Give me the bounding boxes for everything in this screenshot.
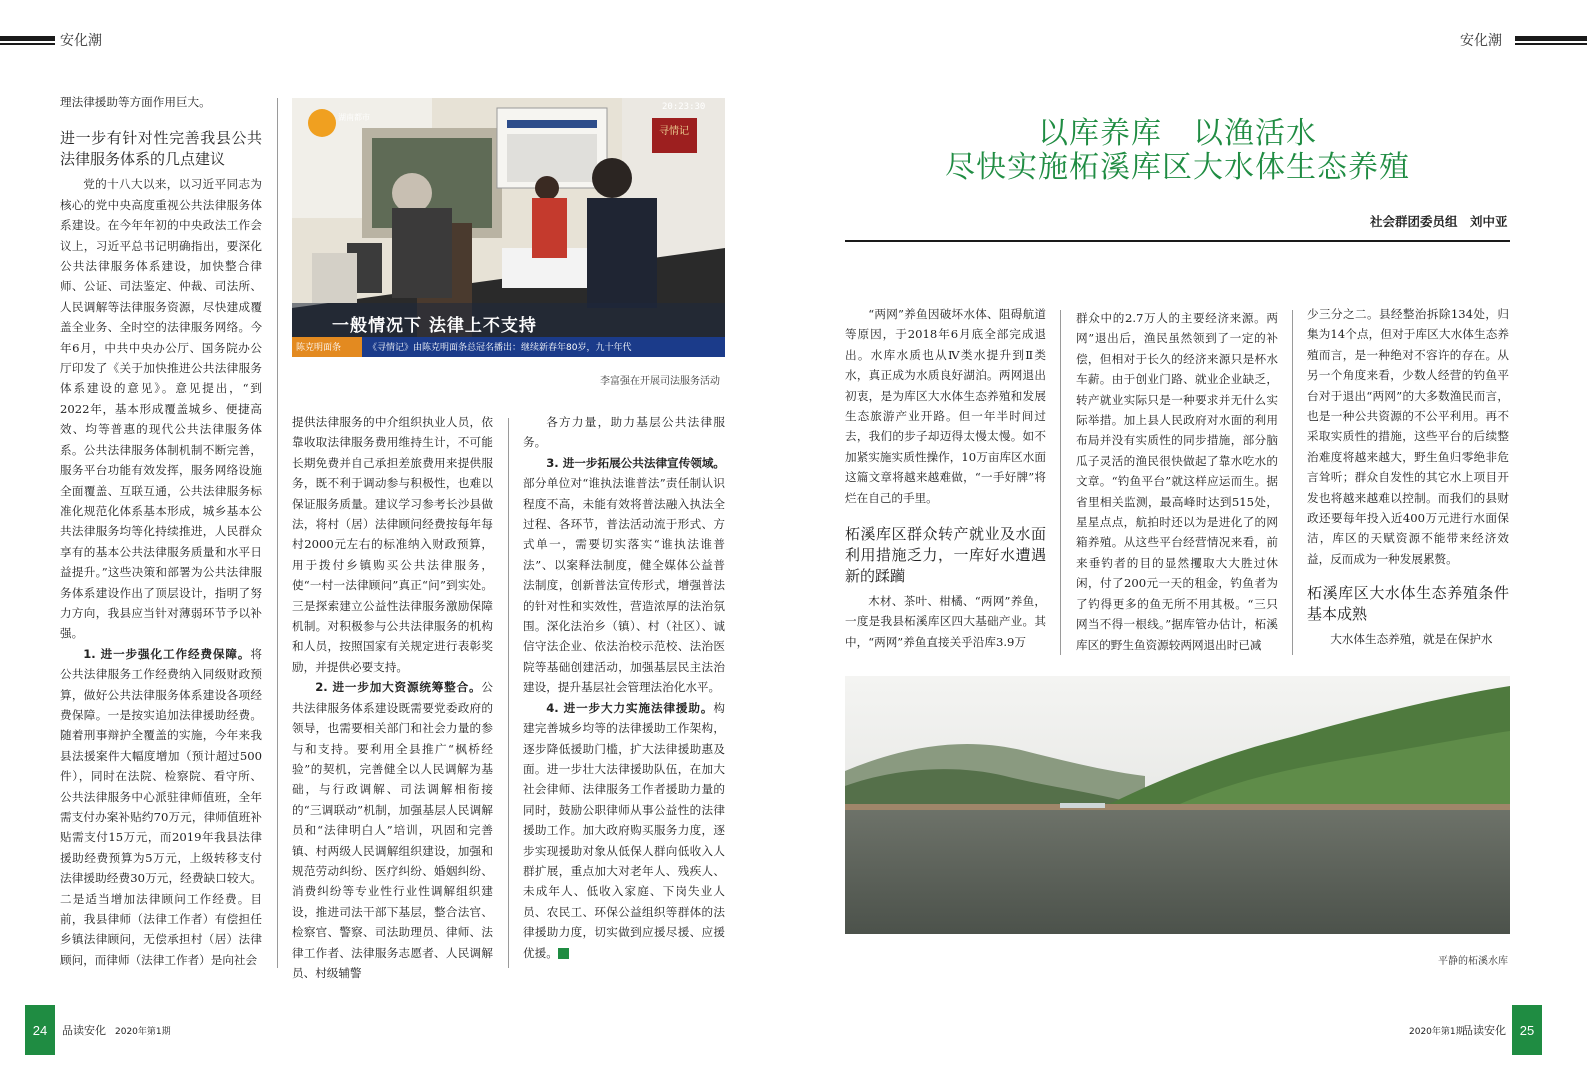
- subsection-title: 3. 进一步拓展公共法律宣传领域。: [546, 455, 726, 470]
- subsection-title: 1. 进一步强化工作经费保障。: [83, 646, 251, 661]
- issue-label-right: 2020年第1期: [1409, 1027, 1465, 1037]
- article-title-line1: 以库养库 以渔活水: [1038, 116, 1317, 151]
- article-title-line2: 尽快实施柘溪库区大水体生态养殖: [945, 150, 1410, 185]
- left-column-3: [523, 412, 725, 963]
- subsection-title: 2. 进一步加大资源统筹整合。: [315, 680, 482, 695]
- body-paragraph: 木材、茶叶、柑橘、“两网”养鱼，一度是我县柘溪库区四大基础产业。其中，“两网”养鱼直接关乎沿库3.9万: [845, 594, 1046, 649]
- left-column-2: [292, 412, 493, 983]
- section-label-left: 安化潮: [60, 33, 102, 49]
- header-rule-left: [0, 36, 55, 41]
- body-paragraph: “两网”养鱼因破坏水体、阻碍航道等原因，于2018年6月底全部完成退出。水库水质也从Ⅳ类水提升到Ⅱ类水，真正成为水质良好湖泊。两网退出初衷，是为库区大水体生态养殖和发展生态旅游产业开路。但一年半时间过去，我们的步子却迈得太慢太慢。如不加紧实施实质性操作，10万亩库区水面这篇文章将越来越难做，“一手好牌”将烂在自己的手里。: [845, 307, 1046, 505]
- photo-legal-service: [292, 98, 725, 357]
- issue-label-left: 2020年第1期: [115, 1027, 171, 1037]
- section-heading: 柘溪库区群众转产就业及水面利用措施乏力，一库好水遭遇新的蹂躏: [845, 525, 1046, 586]
- section-heading: 柘溪库区大水体生态养殖条件基本成熟: [1307, 584, 1509, 624]
- magazine-name-left: 品读安化: [62, 1024, 106, 1037]
- photo-reservoir: [845, 676, 1510, 934]
- section-heading: 进一步有针对性完善我县公共法律服务体系的几点建议: [60, 129, 262, 169]
- left-column-1: [60, 92, 262, 970]
- ticker-label: 陈克明面条: [296, 343, 342, 353]
- magazine-name-right: 品读安化: [1462, 1024, 1506, 1037]
- title-rule: [845, 240, 1510, 242]
- body-paragraph: 大水体生态养殖，就是在保护水: [1330, 632, 1493, 647]
- lead-text: 理法律援助等方面作用巨大。: [60, 95, 211, 109]
- author-byline: 社会群团委员组 刘中亚: [1370, 214, 1508, 229]
- section-label-right: 安化潮: [1460, 33, 1502, 49]
- page-number-left: 24: [25, 1005, 55, 1055]
- tv-logo-text: 湖南都市: [338, 113, 370, 122]
- column-divider: [1060, 310, 1061, 655]
- body-paragraph: 公共法律服务体系建设既需要党委政府的领导，也需要相关部门和社会力量的参与和支持。要利用全县推广“枫桥经验”的契机，完善健全以人民调解为基础，与行政调解、司法调解相衔接的“三调联动”机制，加强基层人民调解员和“法律明白人”培训，巩固和完善镇、村两级人民调解组织建设，加强和规范劳动纠纷、医疗纠纷、婚姻纠纷、消费纠纷等专业性行业性调解组织建设，推进司法干部下基层，整合法官、检察官、警察、司法助理员、律师、法律工作者、法律服务志愿者、人民调解员、村级辅警: [292, 680, 493, 980]
- body-paragraph: 群众中的2.7万人的主要经济来源。两网”退出后，渔民虽然领到了一定的补偿，但相对于长久的经济来源只是杯水车薪。由于创业门路、就业企业缺乏，转产就业实际只是一种要求并无什么实际举措。加上县人民政府对水面的利用布局并没有实质性的同步措施，部分脑瓜子灵活的渔民很快做起了靠水吃水的文章。“钓鱼平台”就这样应运而生。据省里相关监测，最高峰时达到515处，星星点点，航拍时还以为是进化了的网箱养殖。从这些平台经营情况来看，前来垂钓者的目的显然攫取大大胜过休闲，付了200元一天的租金，钓鱼者为了钓得更多的鱼无所不用其极。“三只网当不得一根线。”据库管办估计，柘溪库区的野生鱼资源较两网退出时已减: [1076, 311, 1278, 652]
- right-column-3: [1307, 304, 1509, 650]
- body-paragraph: 党的十八大以来，以习近平同志为核心的党中央高度重视公共法律服务体系建设。在今年年初的中央政法工作会议上，习近平总书记明确指出，要深化公共法律服务体系建设，加快整合律师、公证、司法鉴定、仲裁、司法所、人民调解等法律服务资源，尽快建成覆盖全业务、全时空的法律服务网络。今年6月，中共中央办公厅、国务院办公厅印发了《关于加快推进公共法律服务体系建设的意见》。意见提出，“到2022年，基本形成覆盖城乡、便捷高效、均等普惠的现代公共法律服务体系。公共法律服务体制机制不断完善，服务平台功能有效发挥，服务网络设施全面覆盖、互联互通，公共法律服务标准化规范化体系基本形成，城乡基本公共法律服务均等化持续推进，人民群众享有的基本公共法律服务质量和水平日益提升。”这些决策和部署为公共法律服务体系建设作出了顶层设计，指明了努力方向，我县应当针对薄弱环节予以补强。: [60, 177, 262, 641]
- right-column-1: [845, 304, 1046, 652]
- photo-caption-right: 平静的柘溪水库: [1438, 956, 1508, 967]
- body-paragraph: 提供法律服务的中介组织执业人员，依靠收取法律服务费用维持生计，不可能长期免费并自己承担差旅费用来提供服务，既不利于调动参与积极性，也难以保证服务质量。建议学习参考长沙县做法，将村（居）法律顾问经费按每年每村2000元左右的标准纳入财政预算，用于拨付乡镇购买公共法律服务，使“一村一法律顾问”真正“问”到实处。三是探索建立公益性法律服务激励保障机制。对积极参与公共法律服务的机构和人员，按照国家有关规定进行表彰奖励，并提供必要支持。: [292, 415, 493, 674]
- photo-caption-left: 李富强在开展司法服务活动: [600, 376, 720, 387]
- ticker-text: 《寻情记》由陈克明面条总冠名播出：继续新春年80岁，九十年代: [368, 343, 632, 353]
- program-badge: 寻情记: [659, 126, 689, 137]
- header-rule-right: [1515, 36, 1587, 41]
- tv-subtitle: 一般情况下 法律上不支持: [332, 316, 537, 336]
- body-paragraph: 少三分之二。县经整治拆除134处，归集为14个点，但对于库区大水体生态养殖而言，是一种绝对不容许的存在。从另一个角度来看，少数人经营的钓鱼平台对于退出“两网”的大多数渔民而言，也是一种公共资源的不公平利用。再不采取实质性的措施，这些平台的后续整治难度将越来越大，野生鱼归零绝非危言耸听；群众自发性的其它水上项目开发也将越来越难以控制。而我们的县财政还要每年投入近400万元进行水面保洁，库区的天赋资源不能带来经济效益，反而成为一种发展累赘。: [1307, 307, 1509, 566]
- end-mark-icon: A: [558, 948, 569, 959]
- column-divider: [508, 418, 509, 968]
- body-paragraph: 将公共法律服务工作经费纳入同级财政预算，做好公共法律服务体系建设各项经费保障。一是按实追加法律援助经费。随着刑事辩护全覆盖的实施，今年来我县法援案件大幅度增加（预计超过500件），同时在法院、检察院、看守所、公共法律服务中心派驻律师值班，全年需支付办案补贴约70万元，律师值班补贴需支付15万元，而2019年我县法律援助经费预算为5万元，上级转移支付法律援助经费30万元，经费缺口较大。二是适当增加法律顾问工作经费。目前，我县律师（法律工作者）有偿担任乡镇法律顾问，无偿承担村（居）法律顾问，而律师（法律工作者）是向社会: [60, 646, 262, 967]
- tv-timestamp: 20:23:30: [662, 102, 706, 112]
- right-column-2: [1076, 308, 1278, 655]
- body-paragraph: 部分单位对“谁执法谁普法”责任制认识程度不高，未能有效将普法融入执法全过程、各环节，普法活动流于形式、方式单一，需要切实落实“谁执法谁普法”、以案释法制度，健全媒体公益普法制度，创新普法宣传形式，增强普法的针对性和实效性，营造浓厚的法治氛围。深化法治乡（镇）、村（社区）、诚信守法企业、依法治校示范校、法治医院等基础创建活动，加强基层民主法治建设，提升基层社会管理法治化水平。: [523, 476, 725, 695]
- body-paragraph: 构建完善城乡均等的法律援助工作架构，逐步降低援助门槛，扩大法律援助惠及面。进一步壮大法律援助队伍，在加大社会律师、法律服务工作者援助力量的同时，鼓励公职律师从事公益性的法律援助工作。加大政府购买服务力度，逐步实现援助对象从低保人群向低收入人群扩展，重点加大对老年人、残疾人、未成年人、低收入家庭、下岗失业人员、农民工、环保公益组织等群体的法律援助力度，切实做到应援尽援、应援优援。: [523, 700, 725, 960]
- column-divider: [1292, 310, 1293, 655]
- subsection-title: 4. 进一步大力实施法律援助。: [546, 700, 714, 715]
- body-paragraph: 各方力量，助力基层公共法律服务。: [523, 415, 725, 450]
- column-divider: [277, 98, 278, 968]
- reservoir-scene: [845, 676, 1510, 934]
- page-number-right: 25: [1512, 1005, 1542, 1055]
